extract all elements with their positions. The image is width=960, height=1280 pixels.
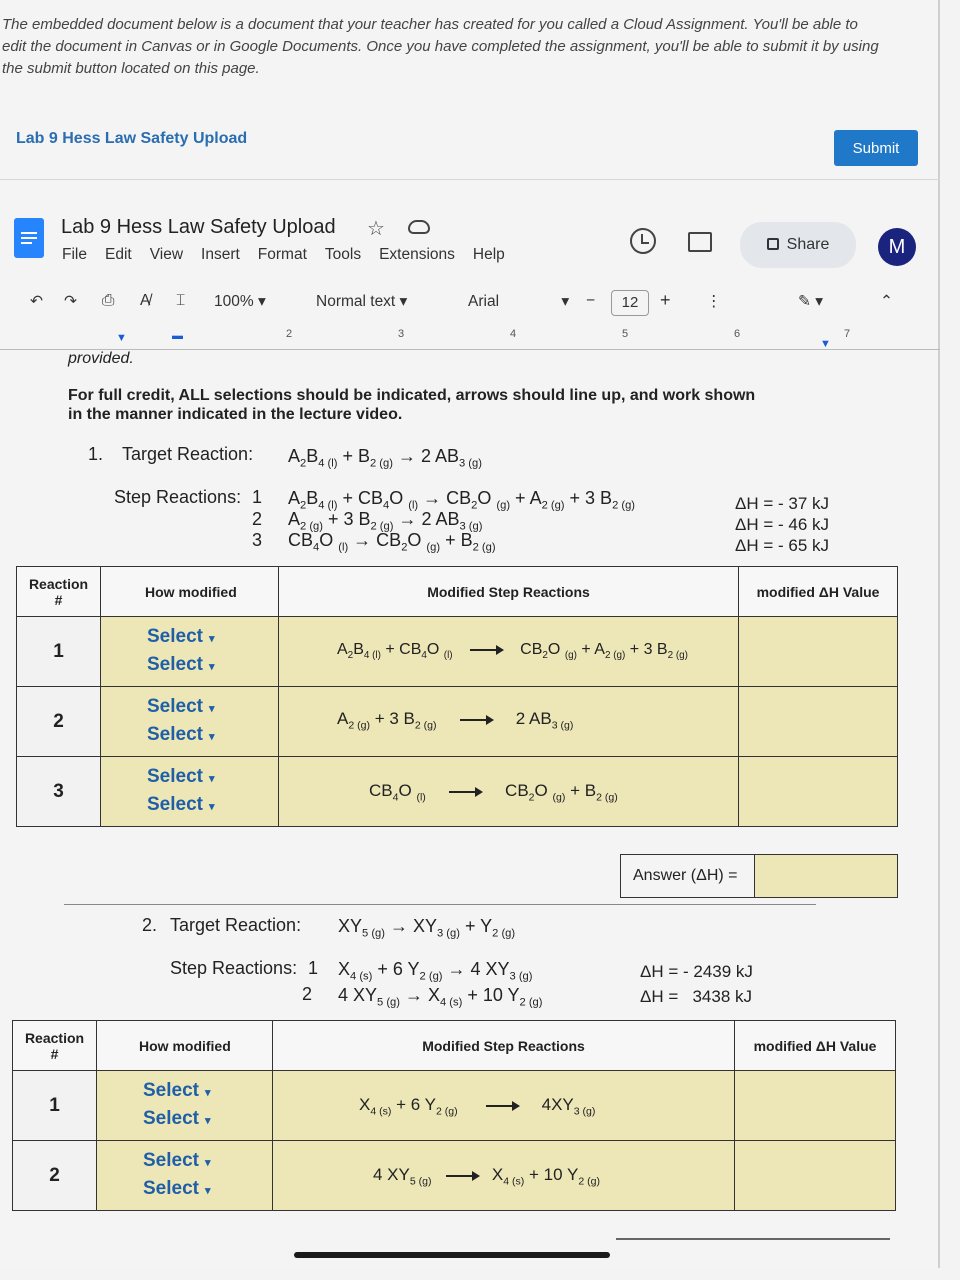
how-modified-cell [97,1141,273,1211]
step-number: 3 [252,530,263,550]
more-options-icon[interactable]: ⋮ [706,293,722,310]
modified-dh-cell[interactable] [739,757,898,827]
modified-reaction: 4 $XY_{5 (g)}$ $X_{4 (s)} + 10$ $Y_{2 (g)}$ [373,1165,600,1188]
font-select[interactable]: Arial ▾ [468,293,570,310]
avatar[interactable]: M [878,228,916,266]
how-modified-cell [97,1071,273,1141]
reaction-number: 1 [17,617,101,687]
redo-icon[interactable]: ↷ [64,293,77,310]
header-modified-dh: modified ΔH Value [739,567,898,617]
delta-h-value: ΔH = - 2439 kJ [640,962,753,981]
ruler-mark: 7 [844,328,851,340]
font-size-input[interactable]: 12 [611,290,649,316]
assignment-intro [0,14,940,80]
target-reaction-label: Target Reaction: [122,444,254,464]
target-reaction-label: Target Reaction: [170,915,302,935]
modified-dh-cell[interactable] [735,1141,896,1211]
arrow-icon [446,1175,478,1177]
step-reaction-equation: $X_{4 (s)} + 6$ $Y_{2 (g)} \to 4$ $XY_{3 (g)}$ [338,959,533,983]
delta-h-value: ΔH = - 65 kJ [735,536,830,555]
dropdown-icon: ▾ [208,772,215,785]
answer-input[interactable] [755,855,897,897]
modified-dh-cell[interactable] [739,617,898,687]
step-number: 2 [252,509,263,529]
modified-reaction: $CB_4O$ $_{(l)}$ $CB_2O$ $_{(g)} + B_{2 (g)}$ [369,781,618,804]
delta-h-value: ΔH = 3438 kJ [640,987,752,1006]
table-row [13,1141,896,1211]
header-modified-reactions: Modified Step Reactions [273,1021,735,1071]
intro-line: the submit button located on this page. [2,60,260,77]
divider [64,904,816,905]
reaction-number: 2 [17,687,101,757]
menu-edit[interactable]: Edit [104,246,132,263]
modify-select[interactable]: Select ▾ [143,1149,211,1171]
step-number: 2 [302,984,313,1004]
modify-select[interactable]: Select ▾ [147,695,215,717]
lock-icon [767,238,779,250]
right-indent-marker-icon[interactable]: ▼ [820,338,831,350]
modify-select[interactable]: Select ▾ [143,1107,211,1129]
dropdown-icon: ▾ [208,660,215,673]
step-reaction-equation: $CB_4O$ $_{(l)} \to CB_2O$ $_{(g)} + B_{2 (g)}$ [288,530,496,554]
arrow-icon [486,1105,518,1107]
menu-bar [62,246,505,264]
dropdown-icon: ▾ [208,800,215,813]
spellcheck-icon[interactable]: A̸ [140,292,151,309]
question-number: 1. [88,444,104,464]
header-how-modified: How modified [97,1021,273,1071]
paint-format-icon[interactable]: ⌶ [176,292,186,309]
menu-tools[interactable]: Tools [324,246,362,263]
delta-h-value: ΔH = - 37 kJ [735,494,830,513]
cloud-status-icon[interactable] [408,220,430,234]
modify-select[interactable]: Select ▾ [147,793,215,815]
hess-table-1 [16,566,898,827]
menu-file[interactable]: File [62,246,87,263]
modify-select[interactable]: Select ▾ [143,1079,211,1101]
collapse-menu-icon[interactable]: ⌃ [880,293,893,310]
decrease-font-icon[interactable]: − [586,292,596,309]
ruler-mark: 3 [398,328,405,340]
step-reaction-equation: $A_2B_{4 (l)} + CB_4O$ $_{(l)} \to CB_2O$ $_{(g)} + A_{2 (g)} + 3$ $B_{2 (g)}$ [288,488,636,512]
how-modified-cell [101,757,279,827]
modified-reaction-cell[interactable] [279,687,739,757]
modified-dh-cell[interactable] [739,687,898,757]
dropdown-icon: ▾ [204,1114,211,1127]
modified-reaction-cell[interactable] [279,617,739,687]
step-reaction-equation: $A_{2 (g)} + 3$ $B_{2 (g)} \to 2$ $AB_{3 (g)}$ [288,509,483,533]
reaction-number: 3 [17,757,101,827]
header-reaction: Reaction # [13,1021,97,1071]
dropdown-icon: ▾ [208,730,215,743]
intro-line: edit the document in Canvas or in Google Documents. Once you have completed the assignment, you'll be able to submit it by using [2,38,879,55]
table-row [13,1071,896,1141]
instructions: For full credit, ALL selections should be indicated, arrows should line up, and work shown [68,387,756,404]
version-history-icon[interactable] [630,228,656,254]
dropdown-icon: ▾ [208,632,215,645]
table-header-row [17,567,898,617]
answer-label: Answer (ΔH) = [621,855,755,897]
document-body[interactable] [0,350,940,1268]
table-row [17,757,898,827]
arrow-icon [470,649,502,651]
table-row [17,687,898,757]
first-line-indent-icon[interactable]: ▬ [172,330,183,342]
arrow-icon [460,719,492,721]
delta-h-value: ΔH = - 46 kJ [735,515,830,534]
modify-select[interactable]: Select ▾ [147,723,215,745]
hess-table-2 [12,1020,896,1211]
ruler-mark: 6 [734,328,741,340]
menu-insert[interactable]: Insert [201,246,240,263]
dropdown-icon: ▾ [204,1086,211,1099]
how-modified-cell [101,617,279,687]
zoom-select[interactable]: 100% ▾ [214,293,266,310]
modified-reaction-cell[interactable] [279,757,739,827]
step-reactions-label: Step Reactions: [114,487,242,507]
reaction-number: 1 [13,1071,97,1141]
provided-text: provided. [68,350,134,367]
menu-extensions[interactable]: Extensions [379,246,455,263]
ruler[interactable] [0,328,940,350]
dropdown-icon: ▾ [208,702,215,715]
editing-toolbar [0,282,940,324]
target-reaction-equation: $A_2B_{4 (l)} + B_{2 (g)} \to 2$ $AB_{3 (g)}$ [288,446,482,470]
divider [616,1238,890,1240]
table-header-row [13,1021,896,1071]
menu-help[interactable]: Help [472,246,505,263]
instructions: in the manner indicated in the lecture video. [68,406,403,423]
how-modified-cell [101,687,279,757]
style-select[interactable]: Normal text ▾ [316,293,408,310]
modified-reaction-cell[interactable] [273,1141,735,1211]
modified-reaction: $A_2B_{4 (l)} + CB_4O$ $_{(l)}$ $CB_2O$ $_{(g)} + A_{2 (g)} + 3$ $B_{2 (g)}$ [337,641,688,662]
editing-mode-icon[interactable]: ✎ ▾ [798,293,824,310]
modify-select[interactable]: Select ▾ [143,1177,211,1199]
step-number: 1 [252,487,263,507]
docs-logo-icon[interactable] [14,218,44,258]
header-how-modified: How modified [101,567,279,617]
assignment-bar [0,118,940,180]
menu-format[interactable]: Format [257,246,307,263]
modify-select[interactable]: Select ▾ [147,653,215,675]
header-modified-dh: modified ΔH Value [735,1021,896,1071]
comments-icon[interactable] [688,232,712,252]
modify-select[interactable]: Select ▾ [147,625,215,647]
target-reaction-equation: $XY_{5 (g)} \to XY_{3 (g)} + Y_{2 (g)}$ [338,916,516,940]
header-reaction: Reaction # [17,567,101,617]
print-icon[interactable]: ⎙ [102,292,115,309]
ruler-mark: 4 [510,328,517,340]
arrow-icon [449,791,481,793]
gdocs-header [0,200,940,280]
ruler-mark: 5 [622,328,629,340]
modified-reaction: $A_{2 (g)} + 3$ $B_{2 (g)}$ 2 $AB_{3 (g)}$ [337,709,574,732]
share-label: Share [786,236,830,253]
table-row [17,617,898,687]
intro-line: The embedded document below is a document that your teacher has created for you called a Cloud Assignment. You'll be able to [2,16,858,33]
assignment-title[interactable]: Lab 9 Hess Law Safety Upload [16,130,248,147]
modify-select[interactable]: Select ▾ [147,765,215,787]
step-reaction-equation: 4 $XY_{5 (g)} \to X_{4 (s)} + 10$ $Y_{2 (g)}$ [338,985,543,1009]
indent-marker-icon[interactable]: ▼ [116,332,127,344]
menu-view[interactable]: View [149,246,184,263]
home-indicator[interactable] [294,1252,610,1258]
star-icon[interactable]: ☆ [367,218,385,240]
submit-button[interactable]: Submit [834,130,918,166]
ruler-mark: 2 [286,328,293,340]
step-reactions-label: Step Reactions: [170,958,298,978]
document-title[interactable]: Lab 9 Hess Law Safety Upload [61,216,336,238]
question-number: 2. [142,915,158,935]
increase-font-icon[interactable]: + [660,290,671,310]
step-number: 1 [308,958,319,978]
modified-reaction-cell[interactable] [273,1071,735,1141]
modified-dh-cell[interactable] [735,1071,896,1141]
share-button[interactable] [740,222,856,268]
dropdown-icon: ▾ [204,1156,211,1169]
undo-icon[interactable]: ↶ [30,293,43,310]
header-modified-reactions: Modified Step Reactions [279,567,739,617]
reaction-number: 2 [13,1141,97,1211]
dropdown-icon: ▾ [204,1184,211,1197]
answer-field [620,854,898,898]
modified-reaction: $X_{4 (s)} + 6$ $Y_{2 (g)}$ $4XY_{3 (g)}$ [359,1095,596,1118]
